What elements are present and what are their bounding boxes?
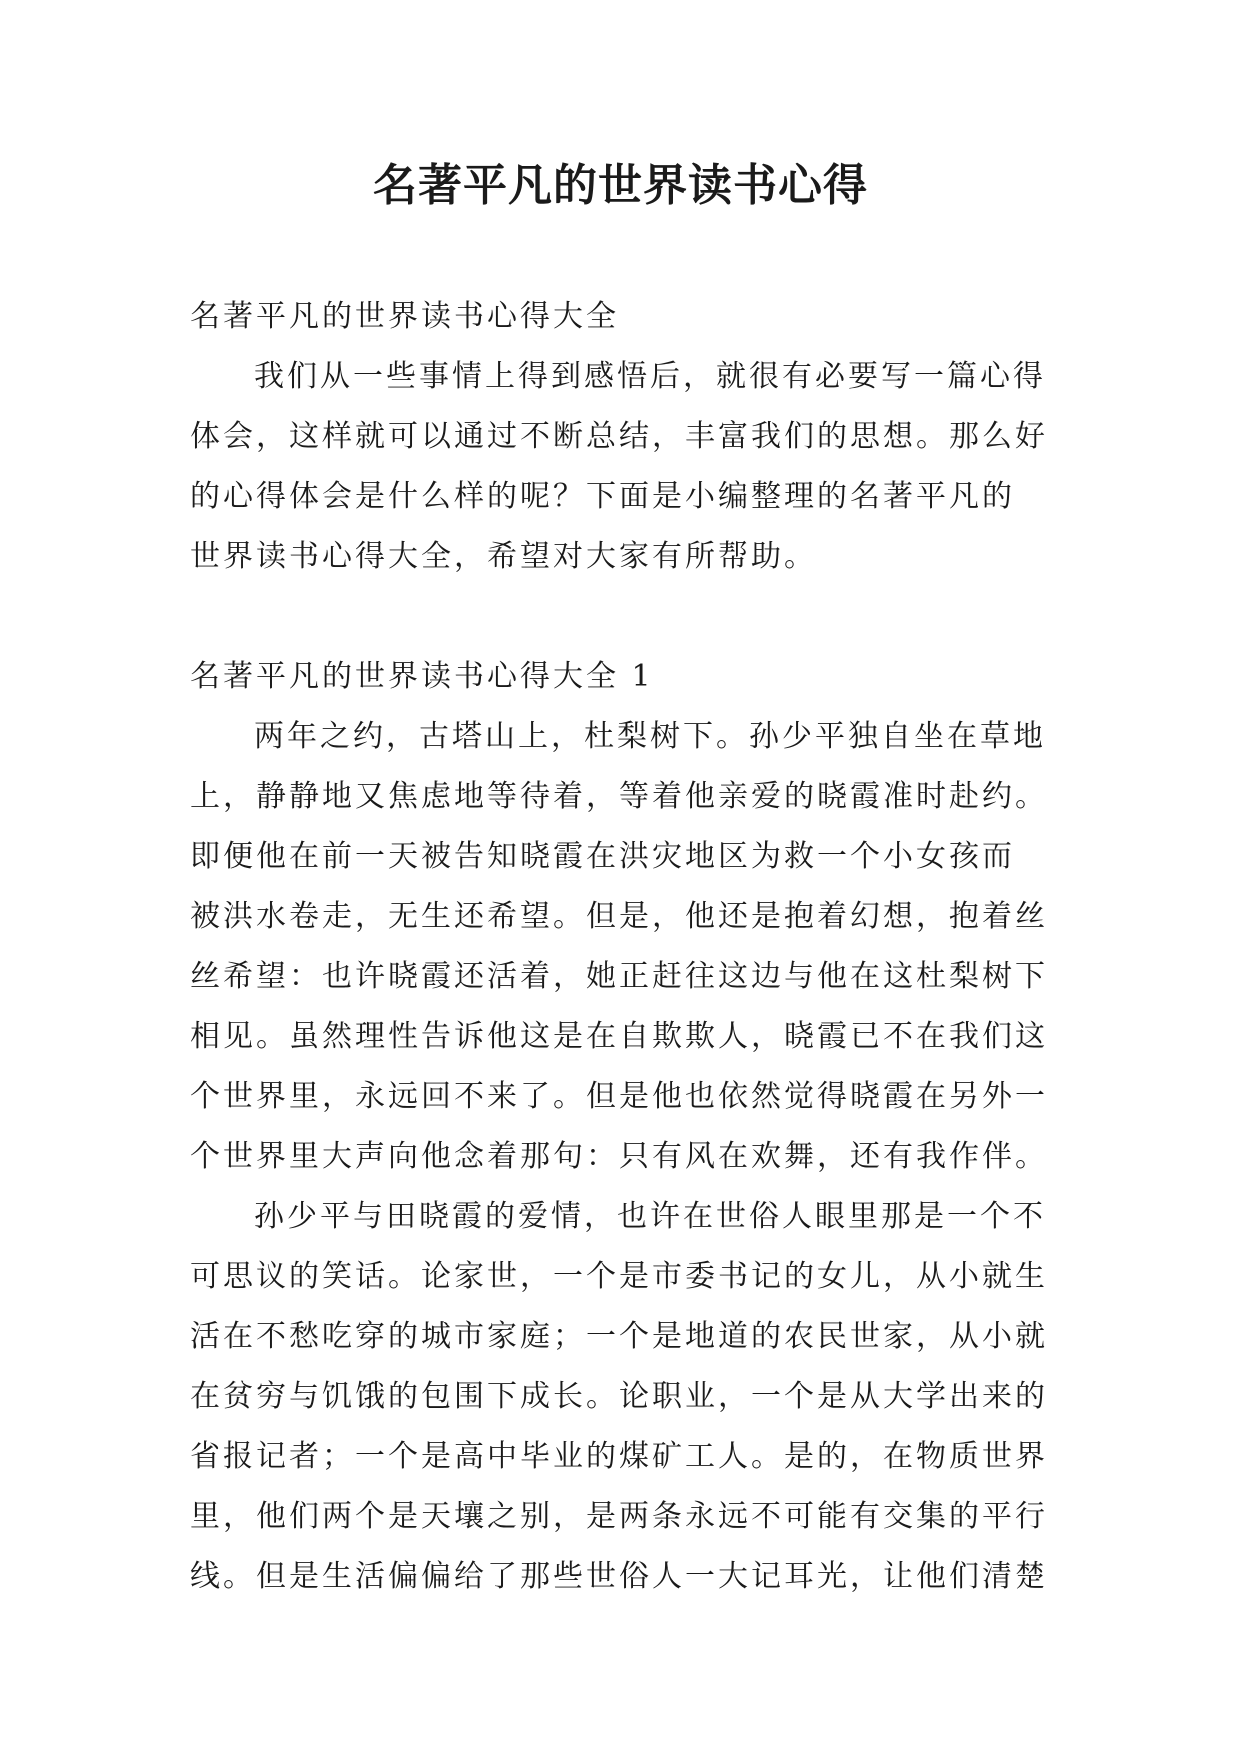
document-body (190, 287, 1070, 1607)
section-heading: 名著平凡的世界读书心得大全 1 (190, 659, 654, 694)
text-line: 即便他在前一天被告知晓霞在洪灾地区为救一个小女孩而 (190, 839, 1015, 874)
text-line: 线。但是生活偏偏给了那些世俗人一大记耳光，让他们清楚 (190, 1559, 1048, 1594)
section-spacer (190, 587, 1070, 647)
paragraph (190, 347, 1070, 587)
text-line: 丝希望：也许晓霞还活着，她正赶往这边与他在这杜梨树下 (190, 959, 1048, 994)
text-line: 省报记者；一个是高中毕业的煤矿工人。是的，在物质世界 (190, 1439, 1048, 1474)
text-line: 可思议的笑话。论家世，一个是市委书记的女儿，从小就生 (190, 1259, 1048, 1294)
text-line: 孙少平与田晓霞的爱情，也许在世俗人眼里那是一个不 (254, 1199, 1046, 1234)
text-line: 上，静静地又焦虑地等待着，等着他亲爱的晓霞准时赴约。 (190, 779, 1048, 814)
document-title: 名著平凡的世界读书心得 (373, 160, 868, 211)
text-line: 世界读书心得大全，希望对大家有所帮助。 (190, 539, 817, 574)
section-heading: 名著平凡的世界读书心得大全 (190, 299, 619, 334)
text-line: 在贫穷与饥饿的包围下成长。论职业，一个是从大学出来的 (190, 1379, 1048, 1414)
text-line: 里，他们两个是天壤之别，是两条永远不可能有交集的平行 (190, 1499, 1048, 1534)
text-line: 个世界里大声向他念着那句：只有风在欢舞，还有我作伴。 (190, 1139, 1048, 1174)
paragraph (190, 707, 1070, 1187)
paragraph (190, 1187, 1070, 1607)
text-line: 个世界里，永远回不来了。但是他也依然觉得晓霞在另外一 (190, 1079, 1048, 1114)
text-line: 活在不愁吃穿的城市家庭；一个是地道的农民世家，从小就 (190, 1319, 1048, 1354)
text-line: 我们从一些事情上得到感悟后，就很有必要写一篇心得 (254, 359, 1046, 394)
text-line: 体会，这样就可以通过不断总结，丰富我们的思想。那么好 (190, 419, 1048, 454)
text-line: 相见。虽然理性告诉他这是在自欺欺人，晓霞已不在我们这 (190, 1019, 1048, 1054)
text-line: 的心得体会是什么样的呢？下面是小编整理的名著平凡的 (190, 479, 1015, 514)
text-line: 两年之约，古塔山上，杜梨树下。孙少平独自坐在草地 (254, 719, 1046, 754)
text-line: 被洪水卷走，无生还希望。但是，他还是抱着幻想，抱着丝 (190, 899, 1048, 934)
